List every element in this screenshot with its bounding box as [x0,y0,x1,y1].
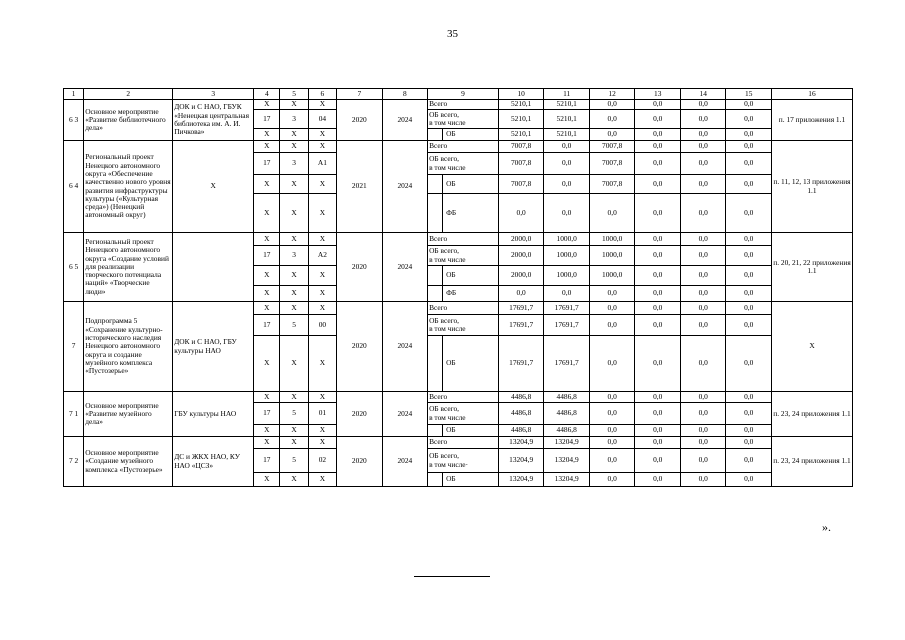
code-pp: 5 [280,403,308,425]
funding-source: ОБ всего, в том числе [428,110,499,129]
x-mark: X [308,437,336,449]
funding-source: ФБ [428,194,499,233]
amount-col-13: 0,0 [635,141,681,153]
amount-col-14: 0,0 [680,194,726,233]
amount-col-11: 4486,8 [544,403,590,425]
amount-col-10: 17691,7 [498,315,544,336]
table-row [64,233,853,246]
x-mark: X [254,175,280,194]
code-gp: 17 [254,110,280,129]
amount-col-14: 0,0 [680,129,726,141]
amount-col-12: 0,0 [589,425,635,437]
end-year: 2024 [382,233,428,302]
amount-col-14: 0,0 [680,233,726,246]
amount-col-11: 1000,0 [544,233,590,246]
amount-col-13: 0,0 [635,315,681,336]
amount-col-11: 4486,8 [544,392,590,403]
funding-source: Всего [428,100,499,110]
amount-col-12: 0,0 [589,129,635,141]
amount-col-15: 0,0 [726,246,772,266]
measure-name: Основное мероприятие «Развитие библиотечного дела» [84,100,173,141]
amount-col-13: 0,0 [635,302,681,315]
amount-col-10: 13204,9 [498,473,544,487]
amount-col-12: 0,0 [589,336,635,392]
amount-col-10: 17691,7 [498,302,544,315]
amount-col-15: 0,0 [726,302,772,315]
x-mark: X [308,302,336,315]
x-mark: X [254,194,280,233]
amount-col-14: 0,0 [680,100,726,110]
header-cell-12: 12 [589,89,635,100]
x-mark: X [254,141,280,153]
indicator-reference: п. 20, 21, 22 приложения 1.1 [771,233,852,302]
amount-col-10: 5210,1 [498,100,544,110]
measure-name: Региональный проект Ненецкого автономного округа «Создание условий для реализации творческого потенциала наций» «Творческие люди» [84,233,173,302]
amount-col-10: 7007,8 [498,141,544,153]
row-number: 6 5 [64,233,84,302]
indicator-reference: X [771,302,852,392]
closing-quote: ». [822,520,831,534]
header-cell-6: 6 [308,89,336,100]
indicator-reference: п. 23, 24 приложения 1.1 [771,392,852,437]
code-gp: 17 [254,403,280,425]
amount-col-10: 4486,8 [498,425,544,437]
x-mark: X [280,286,308,302]
amount-col-15: 0,0 [726,175,772,194]
footer-rule [414,576,490,577]
row-number: 7 2 [64,437,84,487]
x-mark: X [254,286,280,302]
amount-col-14: 0,0 [680,437,726,449]
amount-col-13: 0,0 [635,403,681,425]
amount-col-11: 1000,0 [544,246,590,266]
amount-col-12: 0,0 [589,194,635,233]
x-mark: X [308,175,336,194]
amount-col-10: 13204,9 [498,437,544,449]
amount-col-10: 5210,1 [498,129,544,141]
amount-col-14: 0,0 [680,286,726,302]
x-mark: X [280,141,308,153]
x-mark: X [254,233,280,246]
end-year: 2024 [382,100,428,141]
x-mark: X [280,100,308,110]
start-year: 2020 [337,437,383,487]
code-pp: 3 [280,246,308,266]
amount-col-15: 0,0 [726,266,772,286]
code-pp: 5 [280,315,308,336]
header-cell-16: 16 [771,89,852,100]
funding-source: Всего [428,141,499,153]
funding-source: Всего [428,392,499,403]
amount-col-12: 1000,0 [589,233,635,246]
amount-col-14: 0,0 [680,110,726,129]
measure-name: Подпрограмма 5 «Сохранение культурно-исторического наследия Ненецкого автономного округа и создание музейного комплекса «Пустозерье» [84,302,173,392]
funding-source: Всего [428,302,499,315]
funding-source: ОБ всего, в том числе [428,153,499,175]
code-gp: 17 [254,449,280,473]
table-row [64,100,853,110]
header-row [64,89,853,100]
executor: ДОК и С НАО, ГБУК «Ненецкая центральная библиотека им. А. И. Пичкова» [173,100,254,141]
funding-source: ОБ всего, в том числе [428,403,499,425]
amount-col-10: 7007,8 [498,175,544,194]
code-om: А1 [308,153,336,175]
start-year: 2020 [337,302,383,392]
table-row [64,437,853,449]
x-mark: X [280,266,308,286]
amount-col-15: 0,0 [726,233,772,246]
code-om: А2 [308,246,336,266]
amount-col-10: 5210,1 [498,110,544,129]
amount-col-12: 1000,0 [589,246,635,266]
amount-col-10: 4486,8 [498,403,544,425]
amount-col-13: 0,0 [635,286,681,302]
x-mark: X [280,233,308,246]
amount-col-13: 0,0 [635,100,681,110]
x-mark: X [308,100,336,110]
amount-col-11: 17691,7 [544,302,590,315]
amount-col-12: 0,0 [589,286,635,302]
amount-col-11: 0,0 [544,194,590,233]
amount-col-11: 5210,1 [544,129,590,141]
x-mark: X [280,336,308,392]
x-mark: X [254,100,280,110]
amount-col-12: 0,0 [589,437,635,449]
amount-col-13: 0,0 [635,175,681,194]
start-year: 2021 [337,141,383,233]
funding-source: ОБ всего, в том числе [428,315,499,336]
amount-col-14: 0,0 [680,449,726,473]
header-cell-8: 8 [382,89,428,100]
end-year: 2024 [382,392,428,437]
amount-col-13: 0,0 [635,449,681,473]
amount-col-15: 0,0 [726,449,772,473]
x-mark: X [308,141,336,153]
row-number: 7 1 [64,392,84,437]
code-om: 04 [308,110,336,129]
amount-col-13: 0,0 [635,437,681,449]
amount-col-14: 0,0 [680,153,726,175]
x-mark: X [254,266,280,286]
funding-source: ОБ [428,473,499,487]
amount-col-13: 0,0 [635,473,681,487]
header-cell-7: 7 [337,89,383,100]
x-mark: X [280,175,308,194]
amount-col-10: 0,0 [498,286,544,302]
end-year: 2024 [382,302,428,392]
amount-col-10: 2000,0 [498,233,544,246]
amount-col-14: 0,0 [680,473,726,487]
x-mark: X [308,336,336,392]
amount-col-15: 0,0 [726,100,772,110]
measure-name: Основное мероприятие «Создание музейного комплекса «Пустозерье» [84,437,173,487]
amount-col-15: 0,0 [726,315,772,336]
amount-col-14: 0,0 [680,336,726,392]
amount-col-14: 0,0 [680,392,726,403]
amount-col-13: 0,0 [635,336,681,392]
funding-source: ОБ [428,175,499,194]
amount-col-12: 7007,8 [589,175,635,194]
x-mark: X [254,129,280,141]
amount-col-11: 13204,9 [544,437,590,449]
amount-col-11: 0,0 [544,141,590,153]
start-year: 2020 [337,392,383,437]
amount-col-10: 0,0 [498,194,544,233]
table-row [64,392,853,403]
header-cell-5: 5 [280,89,308,100]
x-mark: X [308,473,336,487]
funding-source: Всего [428,233,499,246]
x-mark: X [254,425,280,437]
amount-col-13: 0,0 [635,266,681,286]
indicator-reference: п. 23, 24 приложения 1.1 [771,437,852,487]
row-number: 6 3 [64,100,84,141]
x-mark: X [280,473,308,487]
funding-source: ОБ [428,425,499,437]
amount-col-13: 0,0 [635,153,681,175]
x-mark: X [308,129,336,141]
amount-col-15: 0,0 [726,437,772,449]
amount-col-15: 0,0 [726,286,772,302]
amount-col-11: 17691,7 [544,336,590,392]
x-mark: X [254,473,280,487]
amount-col-14: 0,0 [680,141,726,153]
amount-col-13: 0,0 [635,110,681,129]
header-cell-1: 1 [64,89,84,100]
amount-col-12: 7007,8 [589,153,635,175]
amount-col-13: 0,0 [635,129,681,141]
x-mark: X [254,302,280,315]
code-gp: 17 [254,153,280,175]
x-mark: X [280,392,308,403]
indicator-reference: п. 17 приложения 1.1 [771,100,852,141]
funding-source: ОБ [428,266,499,286]
amount-col-12: 0,0 [589,392,635,403]
end-year: 2024 [382,437,428,487]
x-mark: X [308,194,336,233]
amount-col-14: 0,0 [680,175,726,194]
x-mark: X [254,392,280,403]
amount-col-11: 5210,1 [544,110,590,129]
header-cell-3: 3 [173,89,254,100]
amount-col-13: 0,0 [635,194,681,233]
x-mark: X [308,286,336,302]
program-finance-table [63,88,853,487]
x-mark: X [308,392,336,403]
amount-col-10: 17691,7 [498,336,544,392]
table-row [64,141,853,153]
amount-col-13: 0,0 [635,392,681,403]
end-year: 2024 [382,141,428,233]
x-mark: X [254,437,280,449]
x-mark: X [280,302,308,315]
executor: X [173,141,254,233]
amount-col-11: 13204,9 [544,473,590,487]
funding-source: ОБ всего, в том числе· [428,449,499,473]
header-cell-10: 10 [498,89,544,100]
code-pp: 3 [280,110,308,129]
amount-col-12: 0,0 [589,473,635,487]
amount-col-14: 0,0 [680,425,726,437]
amount-col-14: 0,0 [680,302,726,315]
amount-col-12: 1000,0 [589,266,635,286]
row-number: 6 4 [64,141,84,233]
amount-col-11: 1000,0 [544,266,590,286]
amount-col-12: 0,0 [589,403,635,425]
amount-col-15: 0,0 [726,473,772,487]
row-number: 7 [64,302,84,392]
amount-col-12: 0,0 [589,302,635,315]
x-mark: X [280,194,308,233]
header-cell-4: 4 [254,89,280,100]
code-gp: 17 [254,315,280,336]
header-cell-11: 11 [544,89,590,100]
amount-col-12: 0,0 [589,315,635,336]
amount-col-11: 4486,8 [544,425,590,437]
measure-name: Основное мероприятие «Развитие музейного дела» [84,392,173,437]
amount-col-12: 0,0 [589,110,635,129]
code-om: 01 [308,403,336,425]
executor: ГБУ культуры НАО [173,392,254,437]
amount-col-15: 0,0 [726,336,772,392]
measure-name: Региональный проект Ненецкого автономного округа «Обеспечение качественно нового уровня развития инфраструктуры культуры («Культурная среда») (Ненецкий автономный округ) [84,141,173,233]
amount-col-12: 0,0 [589,449,635,473]
code-pp: 5 [280,449,308,473]
executor [173,233,254,302]
table-row [64,302,853,315]
funding-source: Всего [428,437,499,449]
x-mark: X [308,266,336,286]
amount-col-10: 2000,0 [498,266,544,286]
start-year: 2020 [337,100,383,141]
x-mark: X [254,336,280,392]
amount-col-12: 0,0 [589,100,635,110]
executor: ДОК и С НАО, ГБУ культуры НАО [173,302,254,392]
funding-source: ОБ [428,336,499,392]
indicator-reference: п. 11, 12, 13 приложения 1.1 [771,141,852,233]
amount-col-14: 0,0 [680,246,726,266]
code-om: 02 [308,449,336,473]
amount-col-13: 0,0 [635,246,681,266]
amount-col-14: 0,0 [680,315,726,336]
amount-col-15: 0,0 [726,110,772,129]
header-cell-14: 14 [680,89,726,100]
amount-col-15: 0,0 [726,141,772,153]
amount-col-15: 0,0 [726,392,772,403]
code-pp: 3 [280,153,308,175]
amount-col-15: 0,0 [726,403,772,425]
header-cell-15: 15 [726,89,772,100]
funding-source: ОБ всего, в том числе [428,246,499,266]
funding-source: ОБ [428,129,499,141]
amount-col-11: 13204,9 [544,449,590,473]
funding-source: ФБ [428,286,499,302]
code-gp: 17 [254,246,280,266]
header-cell-2: 2 [84,89,173,100]
x-mark: X [280,437,308,449]
page-number: 35 [447,28,458,40]
amount-col-11: 0,0 [544,175,590,194]
x-mark: X [308,233,336,246]
amount-col-15: 0,0 [726,153,772,175]
amount-col-13: 0,0 [635,425,681,437]
amount-col-14: 0,0 [680,266,726,286]
amount-col-15: 0,0 [726,194,772,233]
x-mark: X [280,129,308,141]
x-mark: X [280,425,308,437]
amount-col-11: 0,0 [544,286,590,302]
header-cell-9: 9 [428,89,499,100]
amount-col-13: 0,0 [635,233,681,246]
amount-col-10: 13204,9 [498,449,544,473]
code-om: 00 [308,315,336,336]
amount-col-10: 4486,8 [498,392,544,403]
start-year: 2020 [337,233,383,302]
amount-col-11: 17691,7 [544,315,590,336]
amount-col-15: 0,0 [726,129,772,141]
header-cell-13: 13 [635,89,681,100]
amount-col-11: 0,0 [544,153,590,175]
amount-col-10: 7007,8 [498,153,544,175]
amount-col-12: 7007,8 [589,141,635,153]
amount-col-15: 0,0 [726,425,772,437]
executor: ДС и ЖКХ НАО, КУ НАО «ЦСЗ» [173,437,254,487]
amount-col-11: 5210,1 [544,100,590,110]
x-mark: X [308,425,336,437]
amount-col-10: 2000,0 [498,246,544,266]
amount-col-14: 0,0 [680,403,726,425]
